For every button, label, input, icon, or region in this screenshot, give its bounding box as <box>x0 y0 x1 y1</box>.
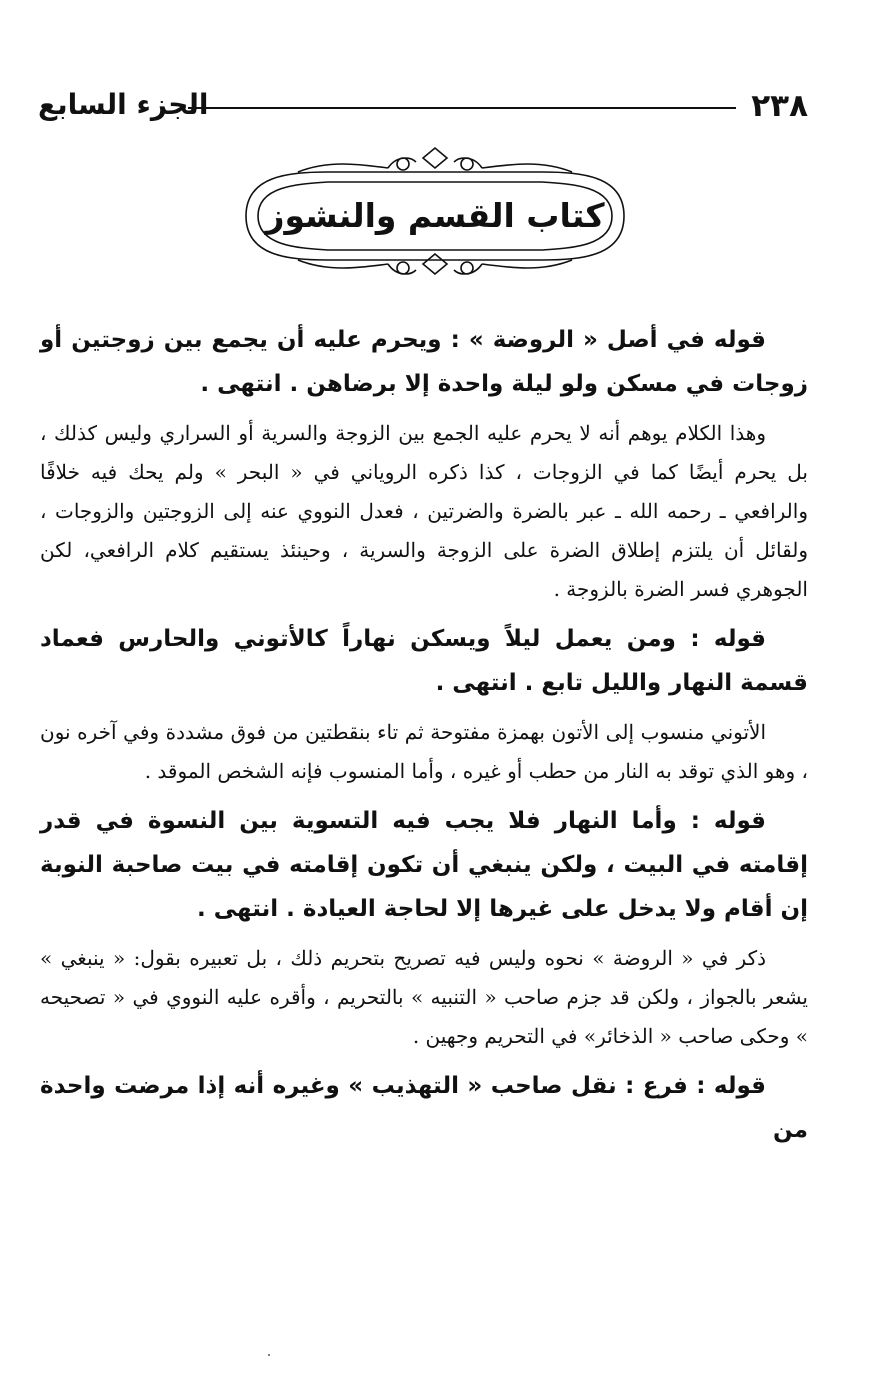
running-title: الجزء السابع <box>38 88 209 121</box>
quoted-passage: قوله : فرع : نقل صاحب « التهذيب » وغيره أنه إذا مرضت واحدة من <box>40 1073 808 1143</box>
chapter-title: كتاب القسم والنشوز <box>265 196 605 235</box>
commentary-paragraph: وهذا الكلام يوهم أنه لا يحرم عليه الجمع بين الزوجة والسرية أو السراري وليس كذلك ، بل يحرم أيضًا كما في الزوجات ، كذا ذكره الروياني في « البحر » ولم يحك فيه خلافًا والرافعي ـ رحمه الله ـ عبر بالضرة والضرتين ، فعدل النووي عنه إلى الزوجتين والزوجات ، ولقائل أن يلتزم إطلاق الضرة على الزوجة والسرية ، وحينئذ يستقيم كلام الرافعي، لكن الجوهري فسر الضرة بالزوجة . <box>40 421 808 601</box>
quoted-passage: قوله في أصل « الروضة » : ويحرم عليه أن يجمع بين زوجتين أو زوجات في مسكن ولو ليلة واحدة إلا برضاهن . انتهى . <box>40 327 808 397</box>
quoted-passage: قوله : ومن يعمل ليلاً ويسكن نهاراً كالأتوني والحارس فعماد قسمة النهار والليل تابع . انتهى . <box>40 626 808 696</box>
page-header <box>38 88 808 124</box>
header-rule <box>188 107 736 109</box>
commentary-paragraph: الأتوني منسوب إلى الأتون بهمزة مفتوحة ثم تاء بنقطتين من فوق مشددة وفي آخره نون ، وهو الذي توقد به النار من حطب أو غيره ، وأما المنسوب فإنه الشخص الموقد . <box>40 720 808 783</box>
page-body <box>40 318 808 1160</box>
page-speck <box>268 1354 270 1356</box>
commentary-paragraph: ذكر في « الروضة » نحوه وليس فيه تصريح بتحريم ذلك ، بل تعبيره بقول: « ينبغي » يشعر بالجواز ، ولكن قد جزم صاحب « التنبيه » بالتحريم ، وأقره عليه النووي في « تصحيحه » وحكى صاحب « الذخائر» في التحريم وجهين . <box>40 946 808 1048</box>
quoted-passage: قوله : وأما النهار فلا يجب فيه التسوية بين النسوة في قدر إقامته في البيت ، ولكن ينبغي أن تكون إقامته في بيت صاحبة النوبة إن أقام ولا يدخل على غيرها إلا لحاجة العيادة . انتهى . <box>40 808 808 922</box>
page-number: ٢٣٨ <box>751 88 808 124</box>
